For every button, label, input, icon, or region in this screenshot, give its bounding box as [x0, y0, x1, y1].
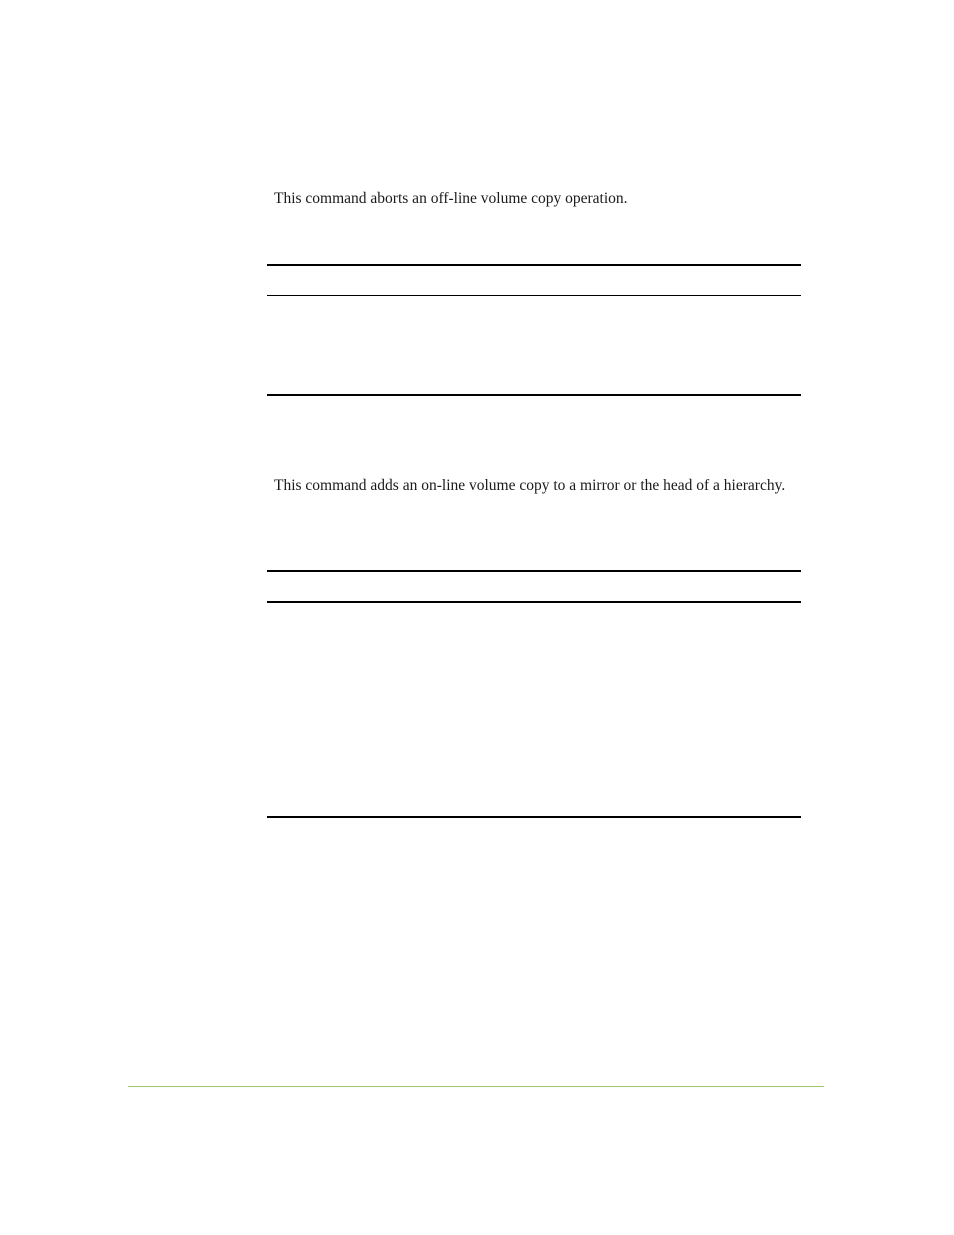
table-bottom-rule [267, 816, 801, 818]
table-bottom-rule [267, 394, 801, 396]
table-top-rule [267, 264, 801, 266]
command-description-abort-offline-copy: This command aborts an off-line volume copy operation. [274, 190, 628, 207]
table-header-rule [267, 601, 801, 603]
table-header-rule [267, 295, 801, 296]
footer-divider [128, 1086, 824, 1087]
table-top-rule [267, 570, 801, 572]
command-description-add-online-copy: This command adds an on-line volume copy to a mirror or the head of a hierarchy. [274, 477, 786, 494]
